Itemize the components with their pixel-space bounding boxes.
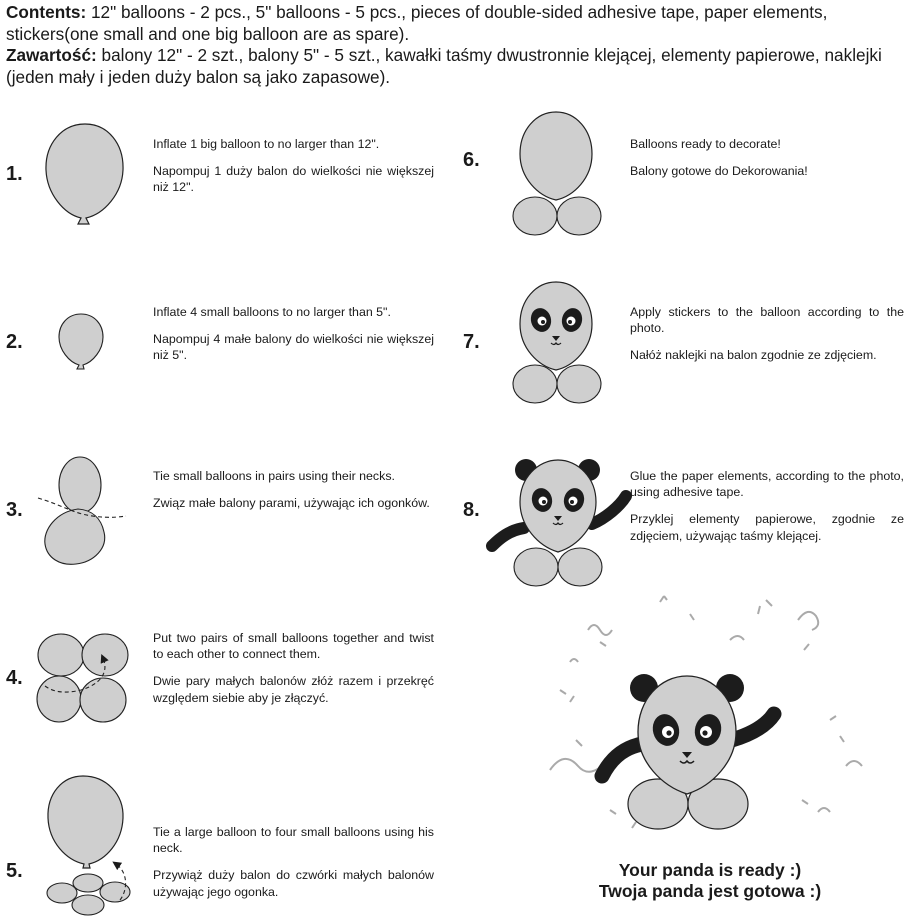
step-3-number: 3.: [6, 499, 23, 521]
step-4-pl: Dwie pary małych balonów złóż razem i przekręć względem siebie aby je złączyć.: [153, 674, 434, 705]
step-7-number: 7.: [463, 331, 480, 353]
step-6-balloons-icon: [508, 108, 608, 238]
step-1-number: 1.: [6, 163, 23, 185]
zawartosc-text: balony 12" - 2 szt., balony 5" - 5 szt., kawałki taśmy dwustronnie klejącej, elementy papierowe, naklejki (jeden mały i jeden duży balon są jako zapasowe).: [6, 45, 882, 87]
step-2-en: Inflate 4 small balloons to no larger than 5".: [153, 305, 391, 319]
contents-en: [6, 2, 906, 45]
step-1-en: Inflate 1 big balloon to no larger than 12".: [153, 137, 380, 151]
step-7-en: Apply stickers to the balloon according to the photo.: [630, 305, 904, 336]
step-5-pl: Przywiąż duży balon do czwórki małych balonów używając jego ogonka.: [153, 868, 434, 899]
contents-text: 12" balloons - 2 pcs., 5" balloons - 5 pcs., pieces of double-sided adhesive tape, paper elements, stickers(one small and one big balloon are as spare).: [6, 2, 828, 44]
final-en: Your panda is ready :): [618, 860, 802, 880]
step-6-pl: Balony gotowe do Dekorowania!: [630, 164, 808, 179]
step-5-balloons-icon: [40, 772, 140, 920]
step-1-balloon-icon: [40, 118, 130, 228]
step-6-text: [630, 136, 904, 179]
step-5-text: [153, 824, 434, 900]
step-3-pl: Związ małe balony parami, używając ich ogonków.: [153, 496, 430, 511]
step-6-number: 6.: [463, 149, 480, 171]
final-message: [540, 860, 880, 902]
step-8-en: Glue the paper elements, according to the photo, using adhesive tape.: [630, 469, 904, 500]
step-7-pl: Nałóż naklejki na balon zgodnie ze zdjęciem.: [630, 348, 877, 363]
step-4-balloons-icon: [35, 628, 135, 726]
step-3-en: Tie small balloons in pairs using their necks.: [153, 469, 395, 483]
step-2-pl: Napompuj 4 małe balony do wielkości nie większej niż 5".: [153, 332, 434, 363]
zawartosc-label: Zawartość:: [6, 45, 97, 65]
final-pl: Twoja panda jest gotowa :): [598, 881, 822, 901]
contents-pl: [6, 45, 906, 88]
step-4-en: Put two pairs of small balloons together and twist to each other to connect them.: [153, 631, 434, 662]
step-2-text: [153, 304, 434, 364]
final-panda-icon: [540, 590, 880, 850]
step-6-en: Balloons ready to decorate!: [630, 137, 781, 151]
step-5-en: Tie a large balloon to four small balloons using his neck.: [153, 825, 434, 856]
step-4-number: 4.: [6, 667, 23, 689]
contents-label: Contents:: [6, 2, 87, 22]
step-3-text: [153, 468, 434, 511]
step-7-text: [630, 304, 904, 364]
step-5-number: 5.: [6, 860, 23, 882]
step-3-balloons-icon: [38, 452, 128, 570]
step-8-panda-icon: [486, 452, 638, 588]
step-4-text: [153, 630, 434, 706]
step-2-number: 2.: [6, 331, 23, 353]
step-1-pl: Napompuj 1 duży balon do wielkości nie większej niż 12".: [153, 164, 434, 195]
step-8-pl: Przyklej elementy papierowe, zgodnie ze zdjęciem, używając taśmy klejącej.: [630, 512, 904, 543]
step-2-balloon-icon: [55, 310, 107, 372]
step-8-number: 8.: [463, 499, 480, 521]
step-1-text: [153, 136, 434, 196]
contents-header: [6, 2, 906, 88]
step-8-text: [630, 468, 904, 544]
step-7-panda-icon: [508, 278, 608, 406]
